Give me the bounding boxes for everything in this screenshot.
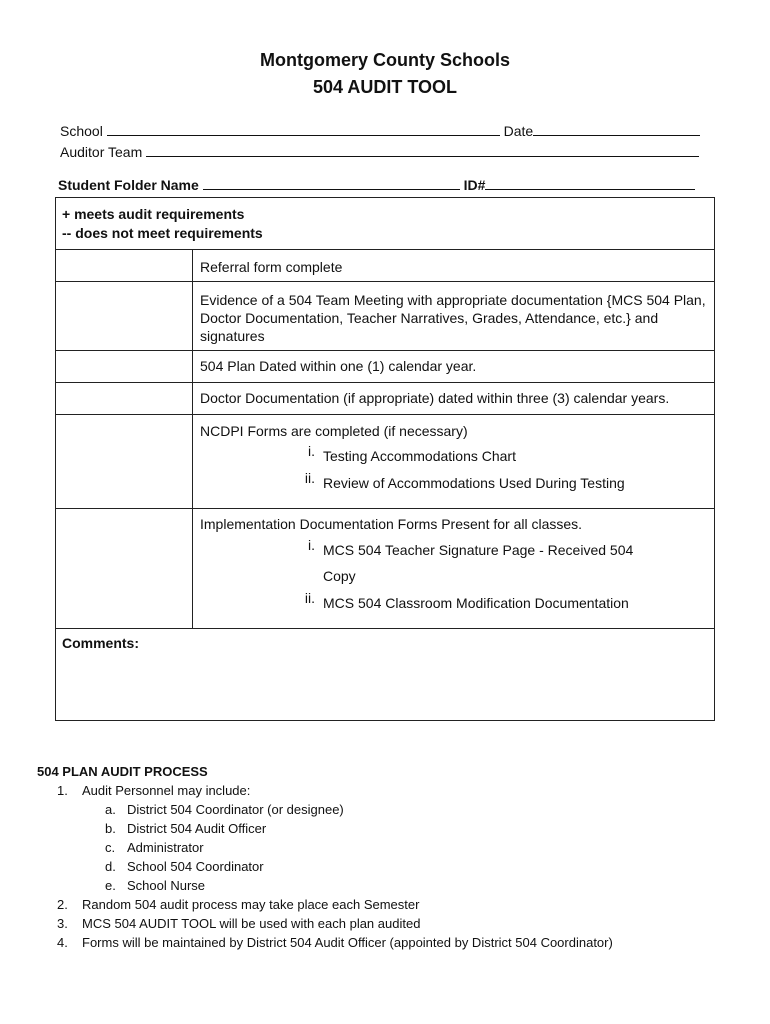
process-subitem-letter: e. <box>105 878 116 893</box>
process-subitem <box>37 876 613 895</box>
auditor-row <box>60 144 699 160</box>
criterion-doctor-documentation: Doctor Documentation (if appropriate) dated within three (3) calendar years. <box>200 390 670 406</box>
process-item-text: MCS 504 AUDIT TOOL will be used with each plan audited <box>82 916 421 931</box>
check-cell-implementation[interactable] <box>56 509 192 628</box>
process-item <box>37 781 613 800</box>
organization-title: Montgomery County Schools <box>259 50 510 70</box>
student-row <box>58 177 695 193</box>
legend <box>62 205 263 243</box>
criterion-team-meeting: Evidence of a 504 Team Meeting with appropriate documentation {MCS 504 Plan, Doctor Documentation, Teacher Narratives, Grades, Attendance, etc.} and signatures <box>200 292 706 344</box>
sub-item-text: MCS 504 Teacher Signature Page - Received 504 Copy <box>323 542 634 584</box>
check-cell-team-meeting[interactable] <box>56 282 192 350</box>
auditor-team-label: Auditor Team <box>60 144 143 160</box>
check-cell-referral[interactable] <box>56 250 192 281</box>
process-subitem <box>37 857 613 876</box>
process-item-text: Random 504 audit process may take place each Semester <box>82 897 420 912</box>
criterion-plan-dated: 504 Plan Dated within one (1) calendar year. <box>200 358 477 374</box>
comments-label: Comments: <box>62 635 140 651</box>
school-row <box>60 123 700 139</box>
process-item-text: Audit Personnel may include: <box>82 783 251 798</box>
criterion-referral: Referral form complete <box>200 259 343 275</box>
date-label: Date <box>503 123 534 139</box>
criterion-implementation: Implementation Documentation Forms Present for all classes. <box>200 516 583 532</box>
process-subitem-letter: d. <box>105 859 116 874</box>
sub-item-number: i. <box>308 537 315 553</box>
process-subitem-letter: b. <box>105 821 116 836</box>
sub-item-text: Review of Accommodations Used During Testing <box>323 475 625 491</box>
process-item <box>37 895 613 914</box>
process-subitem-text: Administrator <box>127 840 204 855</box>
id-label: ID# <box>463 177 486 193</box>
audit-table <box>55 197 715 721</box>
process-item-number: 3. <box>57 916 68 931</box>
process-heading: 504 PLAN AUDIT PROCESS <box>37 764 208 779</box>
sub-item-number: i. <box>308 443 315 459</box>
process-subitem <box>37 819 613 838</box>
check-cell-plan-dated[interactable] <box>56 351 192 382</box>
form-title: 504 AUDIT TOOL <box>312 77 458 97</box>
legend-not-meets: -- does not meet requirements <box>62 225 263 241</box>
sub-item-text: Testing Accommodations Chart <box>323 448 516 464</box>
process-item-text: Forms will be maintained by District 504 Audit Officer (appointed by District 504 Coordinator) <box>82 935 613 950</box>
sub-item-number: ii. <box>304 590 315 606</box>
process-item-number: 1. <box>57 783 68 798</box>
comments-field[interactable] <box>56 629 714 719</box>
process-subitem-text: District 504 Audit Officer <box>127 821 267 836</box>
audit-process-section <box>37 762 613 952</box>
school-field[interactable] <box>107 123 500 136</box>
process-item <box>37 933 613 952</box>
auditor-team-field[interactable] <box>146 144 699 157</box>
student-folder-field[interactable] <box>203 177 460 190</box>
process-subitem-letter: a. <box>105 802 116 817</box>
process-subitem <box>37 838 613 857</box>
check-cell-ncdpi-forms[interactable] <box>56 415 192 508</box>
id-field[interactable] <box>485 177 695 190</box>
process-subitem-text: School Nurse <box>127 878 206 893</box>
sub-item-text: MCS 504 Classroom Modification Documentation <box>323 595 629 611</box>
check-cell-doctor-documentation[interactable] <box>56 383 192 414</box>
process-item-number: 2. <box>57 897 68 912</box>
school-label: School <box>60 123 103 139</box>
date-field[interactable] <box>533 123 700 136</box>
column-divider <box>192 249 193 628</box>
process-subitem-text: School 504 Coordinator <box>127 859 264 874</box>
process-subitem <box>37 800 613 819</box>
process-subitem-letter: c. <box>105 840 116 855</box>
criterion-ncdpi-forms: NCDPI Forms are completed (if necessary) <box>200 423 468 439</box>
process-item-number: 4. <box>57 935 68 950</box>
sub-item-number: ii. <box>304 470 315 486</box>
process-subitem-text: District 504 Coordinator (or designee) <box>127 802 344 817</box>
legend-meets: + meets audit requirements <box>62 206 245 222</box>
process-item <box>37 914 613 933</box>
student-folder-label: Student Folder Name <box>58 177 199 193</box>
